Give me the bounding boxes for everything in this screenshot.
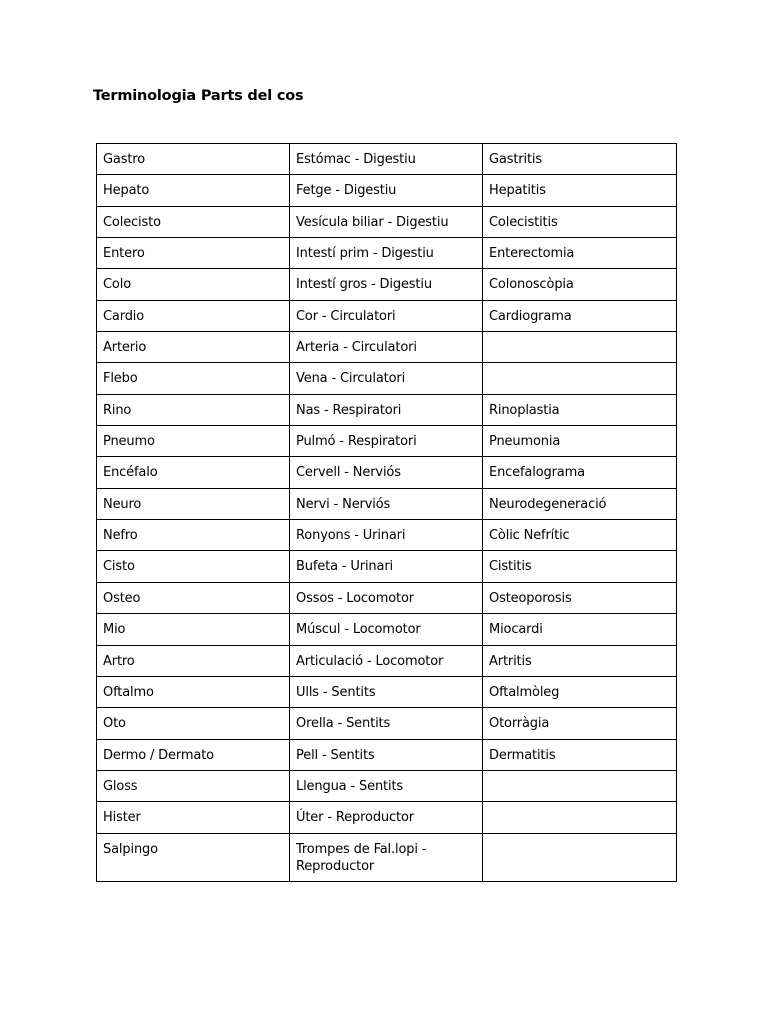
cell-example xyxy=(483,770,677,801)
cell-meaning: Intestí prim - Digestiu xyxy=(290,238,483,269)
cell-example xyxy=(483,802,677,833)
cell-meaning: Ronyons - Urinari xyxy=(290,520,483,551)
cell-root: Cisto xyxy=(97,551,290,582)
cell-root: Neuro xyxy=(97,488,290,519)
cell-meaning: Bufeta - Urinari xyxy=(290,551,483,582)
cell-root: Gastro xyxy=(97,144,290,175)
cell-root: Entero xyxy=(97,238,290,269)
cell-meaning: Ulls - Sentits xyxy=(290,676,483,707)
cell-example xyxy=(483,833,677,881)
cell-root: Oftalmo xyxy=(97,676,290,707)
cell-meaning: Úter - Reproductor xyxy=(290,802,483,833)
cell-meaning: Fetge - Digestiu xyxy=(290,175,483,206)
cell-example: Cistitis xyxy=(483,551,677,582)
table-row xyxy=(97,614,677,645)
cell-example: Encefalograma xyxy=(483,457,677,488)
cell-root: Gloss xyxy=(97,770,290,801)
table-row xyxy=(97,300,677,331)
cell-meaning: Estómac - Digestiu xyxy=(290,144,483,175)
table-row xyxy=(97,269,677,300)
cell-root: Flebo xyxy=(97,363,290,394)
cell-meaning: Múscul - Locomotor xyxy=(290,614,483,645)
table-row xyxy=(97,770,677,801)
cell-root: Colecisto xyxy=(97,206,290,237)
cell-meaning: Orella - Sentits xyxy=(290,708,483,739)
cell-root: Pneumo xyxy=(97,426,290,457)
cell-example: Osteoporosis xyxy=(483,582,677,613)
terminology-table xyxy=(96,143,677,882)
table-row xyxy=(97,175,677,206)
cell-meaning: Vena - Circulatori xyxy=(290,363,483,394)
table-row xyxy=(97,488,677,519)
table-row xyxy=(97,520,677,551)
table-row xyxy=(97,144,677,175)
cell-meaning: Intestí gros - Digestiu xyxy=(290,269,483,300)
cell-example: Enterectomia xyxy=(483,238,677,269)
cell-meaning: Nervi - Nerviós xyxy=(290,488,483,519)
document-title: Terminologia Parts del cos xyxy=(93,88,304,104)
cell-example: Pneumonia xyxy=(483,426,677,457)
cell-example: Colonoscòpia xyxy=(483,269,677,300)
cell-meaning: Llengua - Sentits xyxy=(290,770,483,801)
cell-example: Otorràgia xyxy=(483,708,677,739)
cell-meaning: Vesícula biliar - Digestiu xyxy=(290,206,483,237)
cell-example: Rinoplastia xyxy=(483,394,677,425)
cell-root: Colo xyxy=(97,269,290,300)
table-row xyxy=(97,645,677,676)
cell-root: Osteo xyxy=(97,582,290,613)
table-row xyxy=(97,676,677,707)
cell-meaning: Pell - Sentits xyxy=(290,739,483,770)
cell-meaning: Trompes de Fal.lopi - Reproductor xyxy=(290,833,483,881)
table-row xyxy=(97,708,677,739)
cell-example: Còlic Nefrític xyxy=(483,520,677,551)
table-row xyxy=(97,426,677,457)
table-row xyxy=(97,833,677,881)
cell-root: Oto xyxy=(97,708,290,739)
table-row xyxy=(97,802,677,833)
cell-meaning: Ossos - Locomotor xyxy=(290,582,483,613)
cell-example: Miocardi xyxy=(483,614,677,645)
cell-example: Gastritis xyxy=(483,144,677,175)
cell-meaning: Pulmó - Respiratori xyxy=(290,426,483,457)
cell-meaning: Nas - Respiratori xyxy=(290,394,483,425)
cell-root: Mio xyxy=(97,614,290,645)
table-row xyxy=(97,457,677,488)
table-row xyxy=(97,206,677,237)
cell-example: Neurodegeneració xyxy=(483,488,677,519)
table-row xyxy=(97,332,677,363)
table-row xyxy=(97,363,677,394)
cell-root: Rino xyxy=(97,394,290,425)
cell-example xyxy=(483,363,677,394)
cell-meaning: Arteria - Circulatori xyxy=(290,332,483,363)
cell-root: Arterio xyxy=(97,332,290,363)
terminology-table-body xyxy=(97,144,677,882)
cell-root: Artro xyxy=(97,645,290,676)
cell-root: Encéfalo xyxy=(97,457,290,488)
cell-root: Salpingo xyxy=(97,833,290,881)
cell-example: Artritis xyxy=(483,645,677,676)
table-row xyxy=(97,551,677,582)
cell-example: Dermatitis xyxy=(483,739,677,770)
cell-example: Cardiograma xyxy=(483,300,677,331)
cell-root: Dermo / Dermato xyxy=(97,739,290,770)
cell-example: Colecistitis xyxy=(483,206,677,237)
cell-example: Oftalmòleg xyxy=(483,676,677,707)
cell-root: Hister xyxy=(97,802,290,833)
cell-example xyxy=(483,332,677,363)
cell-example: Hepatitis xyxy=(483,175,677,206)
cell-root: Hepato xyxy=(97,175,290,206)
table-row xyxy=(97,582,677,613)
cell-meaning: Articulació - Locomotor xyxy=(290,645,483,676)
table-row xyxy=(97,238,677,269)
cell-meaning: Cor - Circulatori xyxy=(290,300,483,331)
cell-root: Cardio xyxy=(97,300,290,331)
cell-root: Nefro xyxy=(97,520,290,551)
table-row xyxy=(97,739,677,770)
cell-meaning: Cervell - Nerviós xyxy=(290,457,483,488)
table-row xyxy=(97,394,677,425)
